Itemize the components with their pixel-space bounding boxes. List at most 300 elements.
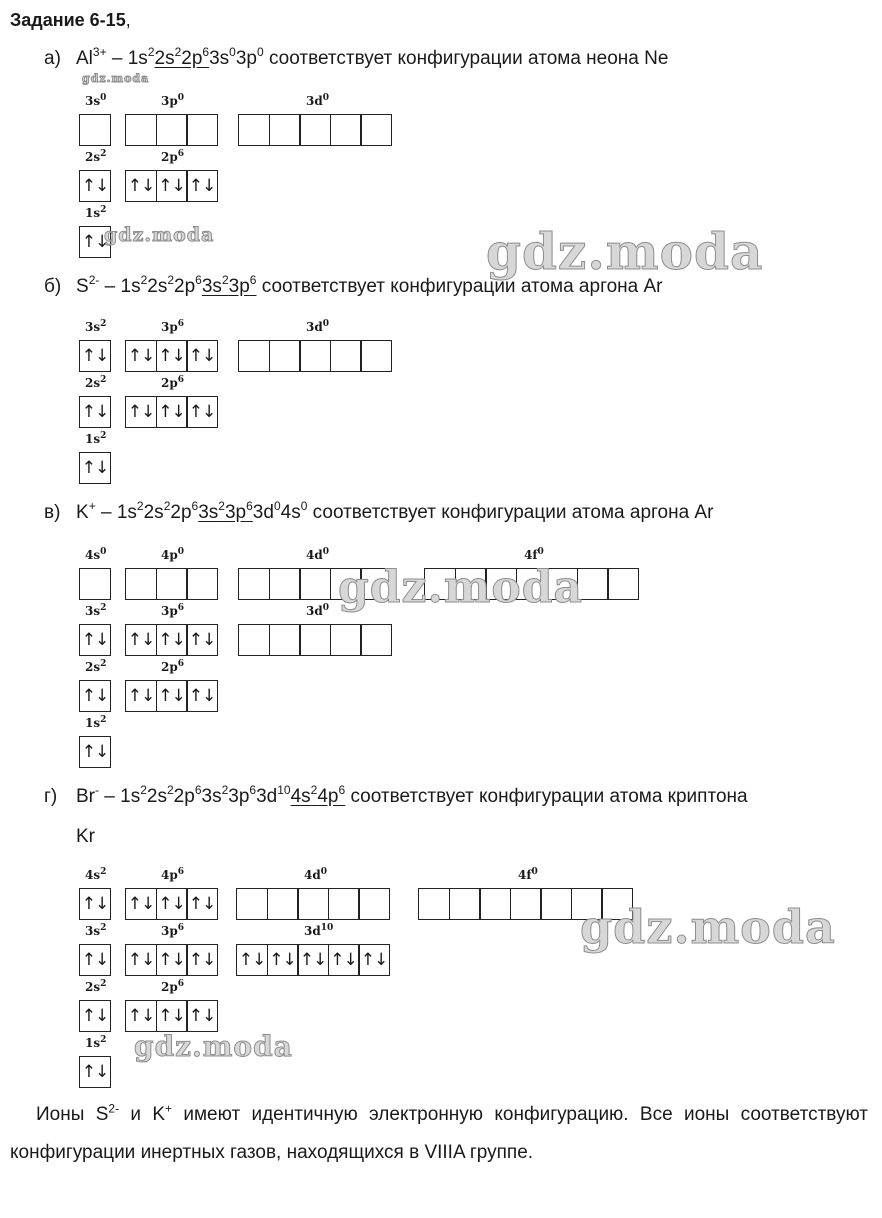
- statement: соответствует конфигурации атома аргона Ar: [312, 502, 714, 523]
- electron-count: 2: [166, 782, 174, 797]
- orbital-cell-paired: ↑↓: [156, 1000, 188, 1032]
- orbital-cell-paired: ↑↓: [156, 340, 188, 372]
- orbital-cell-empty: [328, 888, 360, 920]
- sublevel-name: 3p: [161, 320, 178, 334]
- orbital-label: [161, 660, 184, 674]
- sublevel-electrons: 6: [177, 659, 185, 669]
- orbital-cell-empty: [79, 568, 111, 600]
- orbital-label: [161, 376, 184, 390]
- orbital-cell-empty: [418, 888, 450, 920]
- orbital-name: 2p: [173, 786, 195, 807]
- orbital-label: [85, 924, 106, 938]
- orbital-cell-paired: ↑↓: [186, 624, 218, 656]
- formula-underlined: [198, 498, 253, 523]
- section-marker: а): [44, 48, 61, 69]
- orbital-label: [161, 924, 184, 938]
- orbital-cell-empty: [186, 114, 218, 146]
- sublevel-name: 3p: [161, 94, 178, 108]
- formula-term: [317, 782, 346, 807]
- electron-count: 2: [136, 498, 144, 513]
- sublevel-name: 3d: [306, 94, 323, 108]
- orbital-label: [85, 548, 106, 562]
- formula-term: [116, 498, 144, 523]
- formula-underlined: [154, 44, 210, 69]
- orbital-cell-empty: [269, 114, 301, 146]
- sublevel-name: 4s: [85, 868, 101, 882]
- section-marker: г): [44, 786, 58, 807]
- sublevel-name: 1s: [85, 206, 101, 220]
- sublevel-name: 4d: [306, 548, 323, 562]
- orbital-cells-2s: [79, 396, 111, 428]
- orbital-cell-paired: ↑↓: [156, 944, 188, 976]
- orbital-cells-3p: [125, 340, 218, 372]
- orbital-cell-paired: ↑↓: [79, 736, 111, 768]
- sublevel-name: 4p: [161, 868, 178, 882]
- formula-term: [127, 44, 155, 69]
- orbital-cell-paired: ↑↓: [186, 396, 218, 428]
- formula-part: [252, 498, 308, 523]
- orbital-name: 3s: [201, 786, 222, 807]
- electron-formula: [120, 272, 257, 297]
- sublevel-electrons: 2: [100, 319, 107, 329]
- formula-term: [120, 782, 147, 807]
- formula-term: [174, 272, 202, 297]
- dash: –: [100, 502, 112, 523]
- electron-count: 2: [163, 498, 171, 513]
- orbital-cells-2p: [125, 1000, 218, 1032]
- orbital-cell-paired: ↑↓: [79, 888, 111, 920]
- sublevel-electrons: 0: [322, 319, 330, 329]
- orbital-cell-empty: [479, 888, 511, 920]
- orbital-label: [85, 376, 106, 390]
- formula-part: [120, 272, 202, 297]
- electron-formula: [116, 498, 308, 523]
- orbital-cell-paired: ↑↓: [79, 944, 111, 976]
- ion-charge: 2-: [88, 272, 100, 287]
- orbital-cells-3s: [79, 340, 111, 372]
- electron-count: 2: [221, 272, 229, 287]
- sublevel-electrons: 0: [100, 547, 107, 557]
- electron-count: 0: [257, 44, 264, 59]
- orbital-cell-empty: [607, 568, 639, 600]
- orbital-cell-paired: ↑↓: [186, 340, 218, 372]
- sublevel-electrons: 0: [177, 93, 185, 103]
- orbital-cells-4d: [236, 888, 390, 920]
- section-marker: б): [44, 276, 62, 297]
- orbital-cell-empty: [238, 568, 270, 600]
- orbital-cell-paired: ↑↓: [236, 944, 268, 976]
- ion-element: Br: [76, 786, 95, 807]
- orbital-cell-empty: [540, 888, 572, 920]
- electron-count: 6: [194, 782, 202, 797]
- orbital-cell-empty: [125, 114, 157, 146]
- formula-term: [181, 44, 210, 69]
- orbital-cell-paired: ↑↓: [79, 226, 111, 258]
- sublevel-name: 2p: [161, 660, 178, 674]
- electron-count: 2: [140, 272, 148, 287]
- orbital-cell-paired: ↑↓: [358, 944, 390, 976]
- orbital-cell-paired: ↑↓: [186, 1000, 218, 1032]
- watermark: gdz.moda: [338, 562, 584, 613]
- conclusion-ion-s: $S^{2-}$: [95, 1101, 120, 1125]
- orbital-cell-empty: [236, 888, 268, 920]
- ion-element: Al: [76, 48, 93, 69]
- orbital-cell-empty: [358, 888, 390, 920]
- sublevel-electrons: 2: [100, 205, 107, 215]
- orbital-cells-3d: [238, 624, 392, 656]
- electron-count: 0: [229, 44, 236, 59]
- sublevel-name: 2s: [85, 980, 101, 994]
- sublevel-electrons: 6: [177, 979, 185, 989]
- orbital-cells-3p: [125, 114, 218, 146]
- orbital-cell-empty: [510, 888, 542, 920]
- orbital-label: [85, 320, 106, 334]
- orbital-cells-2s: [79, 170, 111, 202]
- formula-term: [146, 782, 174, 807]
- conclusion-ion-k: K+: [152, 1101, 173, 1125]
- orbital-cell-paired: ↑↓: [297, 944, 329, 976]
- electron-count: 6: [202, 44, 210, 59]
- conclusion-text-3: имеют идентичную электронную конфигурацию. Все ионы соответствуют конфигурации инертных газов, находящихся в VIIIA группе.: [10, 1104, 868, 1163]
- orbital-name: 4s: [280, 502, 301, 523]
- orbital-label: [85, 716, 106, 730]
- sublevel-name: 2p: [161, 150, 178, 164]
- sublevel-name: 4d: [304, 868, 321, 882]
- sublevel-name: 3d: [304, 924, 321, 938]
- formula-term: [201, 782, 229, 807]
- electron-count: 2: [218, 498, 225, 513]
- formula-term: [154, 44, 182, 69]
- orbital-cells-3s: [79, 624, 111, 656]
- orbital-cell-paired: ↑↓: [186, 680, 218, 712]
- statement-continuation: Kr: [76, 826, 95, 847]
- ion-charge: +: [88, 498, 96, 513]
- formula-term: [235, 44, 264, 69]
- orbital-cell-empty: [330, 114, 362, 146]
- orbital-name: 3p: [228, 786, 250, 807]
- electron-count: 2: [140, 782, 147, 797]
- orbital-cells-2s: [79, 1000, 111, 1032]
- electron-count: 6: [246, 498, 253, 513]
- orbital-cells-3d: [238, 114, 392, 146]
- sublevel-electrons: 0: [100, 93, 107, 103]
- orbital-cells-2s: [79, 680, 111, 712]
- electron-formula: [120, 782, 346, 807]
- orbital-cell-empty: [267, 888, 299, 920]
- orbital-label: [161, 94, 184, 108]
- orbital-cell-paired: ↑↓: [125, 170, 157, 202]
- ion-charge: -: [95, 782, 99, 797]
- orbital-cell-empty: [238, 340, 270, 372]
- orbital-cell-empty: [330, 340, 362, 372]
- sublevel-electrons: 2: [100, 603, 107, 613]
- orbital-label: [85, 94, 106, 108]
- orbital-name: 3s: [198, 502, 219, 523]
- sublevel-name: 3s: [85, 604, 101, 618]
- formula-term: [256, 782, 291, 807]
- orbital-name: 3p: [224, 502, 247, 523]
- electron-count: 6: [249, 782, 257, 797]
- orbital-label: [85, 432, 106, 446]
- orbital-name: 1s: [120, 276, 141, 297]
- sublevel-electrons: 6: [177, 923, 185, 933]
- sublevel-electrons: 2: [100, 149, 107, 159]
- sublevel-electrons: 2: [100, 923, 107, 933]
- section-line: [44, 44, 669, 70]
- orbital-cells-1s: [79, 736, 111, 768]
- watermark: gdz.moda: [104, 224, 215, 246]
- sublevel-name: 4s: [85, 548, 101, 562]
- orbital-label: [304, 868, 327, 882]
- orbital-cell-paired: ↑↓: [125, 944, 157, 976]
- conclusion-text-1: Ионы: [36, 1104, 85, 1125]
- sublevel-electrons: 6: [177, 375, 185, 385]
- orbital-cell-empty: [299, 114, 331, 146]
- orbital-name: 4s: [290, 786, 311, 807]
- sublevel-name: 3s: [85, 320, 101, 334]
- formula-term: [198, 498, 225, 523]
- formula-part: [209, 44, 264, 69]
- orbital-cells-4p: [125, 888, 218, 920]
- section-marker: в): [44, 502, 61, 523]
- orbital-label: [306, 548, 329, 562]
- orbital-label: [524, 548, 544, 562]
- sublevel-electrons: 2: [100, 715, 107, 725]
- sublevel-electrons: 2: [100, 1035, 107, 1045]
- orbital-cell-empty: [238, 114, 270, 146]
- orbital-label: [85, 604, 106, 618]
- sublevel-name: 2s: [85, 150, 101, 164]
- watermark: gdz.moda: [82, 72, 150, 85]
- formula-part: [120, 782, 291, 807]
- sublevel-electrons: 0: [322, 603, 330, 613]
- orbital-cell-paired: ↑↓: [125, 624, 157, 656]
- formula-underlined: [201, 272, 257, 297]
- orbital-name: 2p: [174, 276, 196, 297]
- sublevel-electrons: 0: [320, 867, 328, 877]
- orbital-label: [306, 320, 329, 334]
- orbital-cell-paired: ↑↓: [79, 1056, 111, 1088]
- statement: соответствует конфигурации атома аргона Ar: [261, 276, 663, 297]
- orbital-name: 2s: [143, 502, 164, 523]
- formula-term: [201, 272, 229, 297]
- sublevel-electrons: 0: [537, 547, 544, 557]
- orbital-cells-3d: [236, 944, 390, 976]
- orbital-label: [85, 1036, 106, 1050]
- orbital-cell-paired: ↑↓: [156, 624, 188, 656]
- orbital-cell-paired: ↑↓: [79, 396, 111, 428]
- orbital-cells-2p: [125, 680, 218, 712]
- formula-term: [120, 272, 148, 297]
- ion-symbol: [76, 44, 107, 69]
- watermark: gdz.moda: [580, 900, 836, 954]
- sublevel-name: 2s: [85, 660, 101, 674]
- orbital-name: 2s: [154, 48, 175, 69]
- orbital-cell-empty: [269, 624, 301, 656]
- orbital-name: 2s: [146, 786, 167, 807]
- orbital-cells-3d: [238, 340, 392, 372]
- orbital-cells-1s: [79, 452, 111, 484]
- orbital-cells-1s: [79, 1056, 111, 1088]
- orbital-cell-paired: ↑↓: [79, 340, 111, 372]
- orbital-label: [85, 206, 106, 220]
- orbital-cells-3s: [79, 114, 111, 146]
- dash: –: [104, 786, 115, 807]
- electron-count: 2: [310, 782, 318, 797]
- orbital-cell-paired: ↑↓: [156, 680, 188, 712]
- formula-term: [209, 44, 236, 69]
- orbital-cell-empty: [360, 114, 392, 146]
- sublevel-name: 3d: [306, 320, 323, 334]
- sublevel-name: 4f: [518, 868, 532, 882]
- orbital-name: 3s: [209, 48, 230, 69]
- statement: соответствует конфигурации атома криптона: [350, 786, 748, 807]
- orbital-cell-empty: [297, 888, 329, 920]
- electron-count: 0: [273, 498, 281, 513]
- section-line: [44, 782, 748, 808]
- formula-term: [147, 272, 175, 297]
- orbital-name: 2p: [181, 48, 203, 69]
- orbital-name: 1s: [127, 48, 148, 69]
- formula-term: [252, 498, 281, 523]
- sublevel-name: 2p: [161, 980, 178, 994]
- sublevel-name: 1s: [85, 1036, 101, 1050]
- sublevel-electrons: 0: [177, 547, 185, 557]
- orbital-label: [161, 150, 184, 164]
- orbital-cell-paired: ↑↓: [79, 170, 111, 202]
- formula-term: [290, 782, 318, 807]
- orbital-name: 2s: [147, 276, 168, 297]
- sublevel-electrons: 2: [100, 431, 107, 441]
- electron-formula: [127, 44, 264, 69]
- orbital-cell-empty: [79, 114, 111, 146]
- ion-symbol: [76, 498, 96, 523]
- orbital-cell-paired: ↑↓: [125, 340, 157, 372]
- orbital-cell-empty: [360, 624, 392, 656]
- formula-term: [280, 498, 308, 523]
- orbital-cell-paired: ↑↓: [79, 452, 111, 484]
- orbital-cell-empty: [449, 888, 481, 920]
- sublevel-electrons: 6: [177, 149, 185, 159]
- watermark: gdz.moda: [134, 1030, 293, 1063]
- sublevel-name: 1s: [85, 716, 101, 730]
- orbital-cell-paired: ↑↓: [186, 888, 218, 920]
- orbital-label: [85, 660, 106, 674]
- electron-count: 6: [195, 272, 202, 287]
- formula-term: [173, 782, 202, 807]
- sublevel-electrons: 6: [177, 867, 185, 877]
- electron-count: 2: [174, 44, 182, 59]
- orbital-cell-paired: ↑↓: [125, 888, 157, 920]
- electron-count: 2: [147, 44, 155, 59]
- orbital-cell-empty: [360, 340, 392, 372]
- sublevel-electrons: 2: [100, 979, 107, 989]
- orbital-cell-empty: [156, 114, 188, 146]
- orbital-cell-paired: ↑↓: [186, 170, 218, 202]
- orbital-cell-empty: [186, 568, 218, 600]
- electron-count: 6: [338, 782, 346, 797]
- sublevel-electrons: 2: [100, 375, 107, 385]
- sublevel-name: 3d: [306, 604, 323, 618]
- formula-part: [116, 498, 199, 523]
- dash: –: [111, 48, 123, 69]
- orbital-cell-paired: ↑↓: [186, 944, 218, 976]
- orbital-label: [161, 980, 184, 994]
- dash: –: [104, 276, 116, 297]
- formula-part: [127, 44, 155, 69]
- section-line-continuation: [76, 826, 95, 848]
- orbital-label: [304, 924, 333, 938]
- sublevel-electrons: 6: [177, 603, 185, 613]
- sublevel-name: 3s: [85, 924, 101, 938]
- orbital-name: 3d: [256, 786, 278, 807]
- orbital-cell-paired: ↑↓: [156, 396, 188, 428]
- orbital-name: 1s: [120, 786, 141, 807]
- sublevel-name: 3p: [161, 924, 178, 938]
- sublevel-electrons: 10: [320, 923, 334, 933]
- sublevel-electrons: 2: [100, 659, 107, 669]
- formula-term: [143, 498, 171, 523]
- sublevel-electrons: 0: [322, 547, 330, 557]
- formula-underlined: [290, 782, 346, 807]
- orbital-label: [161, 868, 184, 882]
- formula-term: [170, 498, 199, 523]
- orbital-cells-3p: [125, 624, 218, 656]
- orbital-label: [85, 868, 106, 882]
- orbital-cell-paired: ↑↓: [267, 944, 299, 976]
- orbital-cell-paired: ↑↓: [79, 680, 111, 712]
- orbital-cell-paired: ↑↓: [125, 680, 157, 712]
- electron-count: 2: [167, 272, 175, 287]
- electron-count: 2: [221, 782, 229, 797]
- sublevel-name: 2s: [85, 376, 101, 390]
- orbital-cell-empty: [299, 624, 331, 656]
- electron-count: 10: [277, 782, 291, 797]
- orbital-label: [85, 150, 106, 164]
- orbital-label: [85, 980, 106, 994]
- ion-symbol: [76, 782, 99, 807]
- electron-count: 6: [191, 498, 199, 513]
- orbital-cells-3p: [125, 944, 218, 976]
- orbital-label: [518, 868, 538, 882]
- electron-count: 0: [300, 498, 308, 513]
- orbital-cell-empty: [330, 624, 362, 656]
- orbital-cell-empty: [269, 340, 301, 372]
- electron-count: 6: [249, 272, 257, 287]
- ion-element: S: [76, 276, 89, 297]
- orbital-cells-4s: [79, 888, 111, 920]
- conclusion-text-2: и: [130, 1104, 142, 1125]
- ion-symbol: [76, 272, 100, 297]
- orbital-cells-3s: [79, 944, 111, 976]
- orbital-cells-2p: [125, 170, 218, 202]
- orbital-cell-paired: ↑↓: [156, 888, 188, 920]
- formula-term: [224, 498, 253, 523]
- sublevel-electrons: 0: [531, 867, 538, 877]
- orbital-cell-paired: ↑↓: [328, 944, 360, 976]
- orbital-cell-empty: [156, 568, 188, 600]
- orbital-name: 2p: [170, 502, 192, 523]
- orbital-name: 3s: [201, 276, 222, 297]
- orbital-cell-empty: [238, 624, 270, 656]
- orbital-name: 4p: [317, 786, 339, 807]
- formula-term: [228, 272, 257, 297]
- formula-term: [228, 782, 257, 807]
- orbital-label: [161, 548, 184, 562]
- orbital-name: 3d: [252, 502, 274, 523]
- ion-element: K: [76, 502, 89, 523]
- sublevel-name: 4p: [161, 548, 178, 562]
